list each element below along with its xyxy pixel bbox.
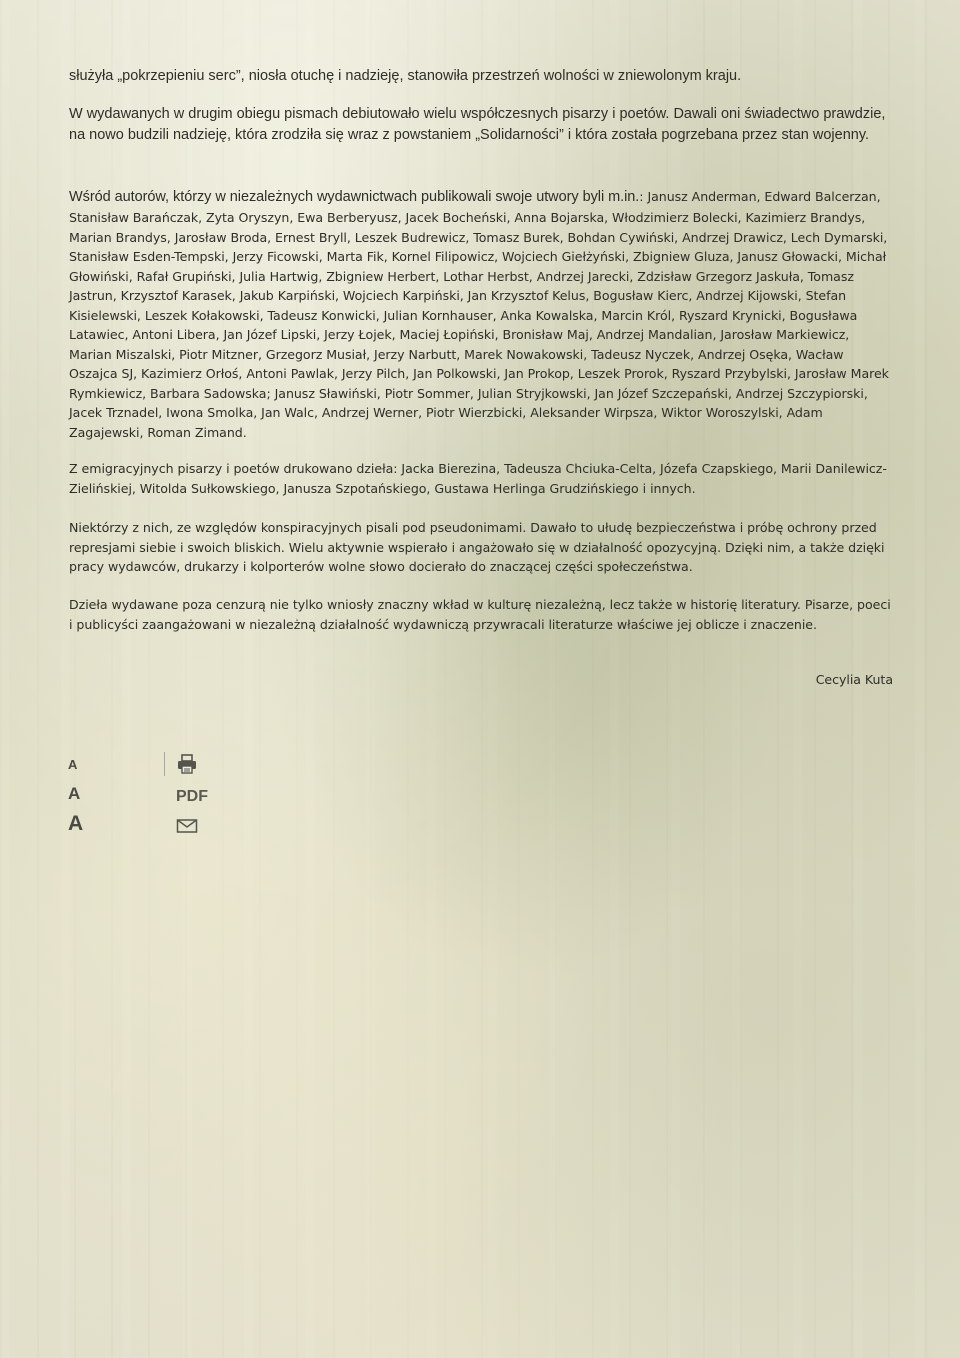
paragraph-emigration: Z emigracyjnych pisarzy i poetów drukowano dzieła: Jacka Bierezina, Tadeusza Chciuka-Celta, Józefa Czapskiego, Marii Danilewicz-Zielińskiej, Witolda Sułkowskiego, Janusza Szpotańskiego, Gustawa Herlinga Grudzińskiego i innych.: [69, 461, 887, 496]
authors-list: : Janusz Anderman, Edward Balcerzan, Stanisław Barańczak, Zyta Oryszyn, Ewa Berberyusz, Jacek Bocheński, Anna Bojarska, Włodzimierz Bolecki, Kazimierz Brandys, Marian Brandys, Jarosław Broda, Ernest Bryll, Leszek Budrewicz, Tomasz Burek, Bohdan Cywiński, Andrzej Drawicz, Lech Dymarski, Stanisław Esden-Tempski, Jerzy Ficowski, Marta Fik, Kornel Filipowicz, Wojciech Giełżyński, Zbigniew Gluza, Janusz Głowacki, Michał Głowiński, Rafał Grupiński, Julia Hartwig, Zbigniew Herbert, Lothar Herbst, Andrzej Jarecki, Zdzisław Grzegorz Jaskuła, Tomasz Jastrun, Krzysztof Karasek, Jakub Karpiński, Wojciech Karpiński, Jan Krzysztof Kelus, Bogusław Kierc, Andrzej Kijowski, Stefan Kisielewski, Leszek Kołakowski, Tadeusz Konwicki, Julian Kornhauser, Anka Kowalska, Marcin Król, Ryszard Krynicki, Bogusława Latawiec, Antoni Libera, Jan Józef Lipski, Jerzy Łojek, Maciej Łopiński, Bronisław Maj, Andrzej Mandalian, Jarosław Markiewicz, Marian Miszalski, Piotr Mitzner, Grzegorz Musiał, Jerzy Narbutt, Marek Nowakowski, Tadeusz Nyczek, Andrzej Osęka, Wacław Oszajca SJ, Kazimierz Orłoś, Antoni Pawlak, Jerzy Pilch, Jan Polkowski, Jan Prokop, Leszek Prorok, Ryszard Przybylski, Jarosław Marek Rymkiewicz, Barbara Sadowska; Janusz Sławiński, Piotr Sommer, Julian Stryjkowski, Jan Józef Szczepański, Andrzej Szczypiorski, Jacek Trznadel, Iwona Smolka, Jan Walc, Andrzej Werner, Piotr Wierzbicki, Aleksander Wirpsza, Wiktor Woroszylski, Adam Zagajewski, Roman Zimand.: [69, 189, 889, 440]
paragraph-conclusion: Dzieła wydawane poza cenzurą nie tylko wniosły znaczny wkład w kulturę niezależną, lecz także w historię literatury. Pisarze, poeci i publicyści zaangażowani w niezależną działalność wydawniczą przywracali literaturze właściwe jej oblicze i znaczenie.: [69, 597, 891, 632]
paragraph-authors: [69, 187, 893, 442]
author-signature: Cecylia Kuta: [815, 672, 893, 687]
tools-divider: [164, 752, 165, 776]
article-tools: [66, 752, 216, 842]
paragraph-2: W wydawanych w drugim obiegu pismach debiutowało wielu współczesnych pisarzy i poetów. Dawali oni świadectwo prawdzie, na nowo budzili nadzieję, która zrodziła się wraz z powstaniem „Solidarności” i która została pogrzebana przez stan wojenny.: [69, 106, 886, 143]
authors-intro: Wśród autorów, którzy w niezależnych wydawnictwach publikowali swoje utwory byli m.in.: [69, 189, 640, 205]
font-size-large-button[interactable]: A: [68, 812, 84, 835]
paragraph-1: służyła „pokrzepieniu serc”, niosła otuchę i nadzieję, stanowiła przestrzeń wolności w zniewolonym kraju.: [69, 68, 742, 84]
font-size-medium-button[interactable]: A: [68, 784, 81, 803]
print-icon[interactable]: [176, 753, 198, 779]
pdf-icon[interactable]: [176, 785, 208, 809]
font-size-small-button[interactable]: A: [68, 757, 78, 772]
mail-icon[interactable]: [176, 818, 198, 838]
pdf-label: PDF: [176, 788, 208, 805]
paragraph-pseudonyms: Niektórzy z nich, ze względów konspiracyjnych pisali pod pseudonimami. Dawało to ułudę bezpieczeństwa i próbę ochrony przed represjami siebie i swoich bliskich. Wielu aktywnie wspierało i angażowało się w działalność opozycyjną. Dzięki nim, a także dzięki pracy wydawców, drukarzy i kolporterów wolne słowo docierało do znaczącej części społeczeństwa.: [69, 520, 885, 574]
